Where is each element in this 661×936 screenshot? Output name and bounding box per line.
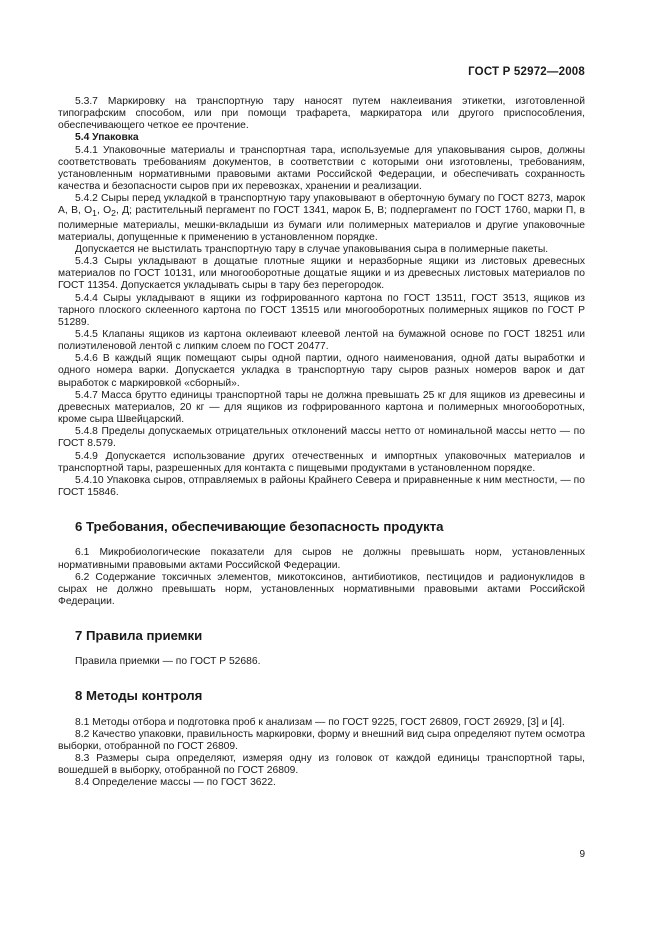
subscript: 2 xyxy=(111,208,116,219)
paragraph-8-2: 8.2 Качество упаковки, правильность маркировки, форму и внешний вид сыра определяют путем осмотра выборки, отобранной по ГОСТ 26809. xyxy=(58,728,585,752)
paragraph-5-4-1: 5.4.1 Упаковочные материалы и транспортная тара, используемые для упаковывания сыров, должны соответствовать требованиям документов, в соответствии с которыми они изготовлены, требованиям, установленным нормативными правовыми актами Российской Федерации, и обеспечивать сохранность качества и безопасности сыров при их перевозках, хранении и реализации. xyxy=(58,144,585,193)
paragraph-5-4-3: 5.4.3 Сыры укладывают в дощатые плотные ящики и неразборные ящики из листовых древесных материалов по ГОСТ 10131, или многооборотные дощатые ящики и из древесных листовых материалов по ГОСТ 11354. Допускается укладывать сыры в тару без перегородок. xyxy=(58,256,585,292)
page-number: 9 xyxy=(579,849,585,860)
paragraph-6-2: 6.2 Содержание токсичных элементов, микотоксинов, антибиотиков, пестицидов и радионуклидов в сырах не должно превышать норм, установленных нормативными правовыми актами Российской Федерации. xyxy=(58,571,585,607)
text-run: , О xyxy=(96,205,112,217)
paragraph-6-1: 6.1 Микробиологические показатели для сыров не должны превышать норм, установленных нормативными правовыми актами Российской Федерации. xyxy=(58,547,585,571)
subsection-heading-5-4: 5.4 Упаковка xyxy=(75,132,139,144)
section-heading-8: 8 Методы контроля xyxy=(75,688,203,704)
paragraph-8-3: 8.3 Размеры сыра определяют, измеряя одну из головок от каждой единицы транспортной тары, вошедшей в выборку, отобранной по ГОСТ 26809. xyxy=(58,753,585,777)
paragraph-5-4-10: 5.4.10 Упаковка сыров, отправляемых в районы Крайнего Севера и приравненные к ним местности, — по ГОСТ 15846. xyxy=(58,474,585,499)
paragraph-5-4-7: 5.4.7 Масса брутто единицы транспортной тары не должна превышать 25 кг для ящиков из древесины и древесных материалов, 20 кг — для ящиков из гофрированного картона и полимерных многооборотных, кроме сыра Швейцарский. xyxy=(58,389,585,426)
text-run: 5.4.2 Сыры перед укладкой в транспортную тару упаковывают в оберточную бумагу по ГОСТ 8273, марок А, В, О xyxy=(58,193,585,217)
section-heading-7: 7 Правила приемки xyxy=(75,628,203,644)
paragraph-5-4-6: 5.4.6 В каждый ящик помещают сыры одной партии, одного наименования, одной даты выработки и одного номера варки. Допускается укладка в транспортную тару сыров разных номеров варок и дат выработок с маркировкой «сборный». xyxy=(58,353,585,389)
paragraph-7: Правила приемки — по ГОСТ Р 52686. xyxy=(75,656,261,668)
spacer xyxy=(58,608,585,630)
paragraph-5-4-2-note: Допускается не выстилать транспортную тару в случае упаковывания сыра в полимерные пакеты. xyxy=(75,243,549,255)
paragraph-5-4-2 xyxy=(58,193,585,244)
spacer xyxy=(58,668,585,690)
paragraph-5-4-8: 5.4.8 Пределы допускаемых отрицательных отклонений массы нетто от номинальной массы нетто — по ГОСТ 8.579. xyxy=(58,426,585,450)
paragraph-5-4-4: 5.4.4 Сыры укладывают в ящики из гофрированного картона по ГОСТ 13511, ГОСТ 3513, ящиков из тарного плоского склеенного картона по ГОСТ 13515 или многооборотных полимерных ящиков по ГОСТ Р 51289. xyxy=(58,292,585,328)
document-id-header: ГОСТ Р 52972—2008 xyxy=(468,66,585,78)
spacer xyxy=(58,642,585,656)
paragraph-5-4-5: 5.4.5 Клапаны ящиков из картона оклеивают клеевой лентой на бумажной основе по ГОСТ 18251 или полиэтиленовой лентой с липким слоем по ГОСТ 20477. xyxy=(58,329,585,353)
spacer xyxy=(58,533,585,547)
paragraph-5-4-9: 5.4.9 Допускается использование других отечественных и импортных упаковочных материалов и транспортной тары, разрешенных для контакта с пищевыми продуктами в установленном порядке. xyxy=(58,450,585,474)
document-body xyxy=(58,96,585,790)
paragraph-5-3-7: 5.3.7 Маркировку на транспортную тару наносят путем наклеивания этикетки, изготовленной типографским способом, или при помощи трафарета, маркиратора или другого приспособления, обеспечивающего четкое ее прочтение. xyxy=(58,96,585,132)
section-heading-6: 6 Требования, обеспечивающие безопасность продукта xyxy=(75,519,444,535)
paragraph-8-4: 8.4 Определение массы — по ГОСТ 3622. xyxy=(75,777,276,789)
subscript: 1 xyxy=(92,208,97,219)
paragraph-8-1: 8.1 Методы отбора и подготовка проб к анализам — по ГОСТ 9225, ГОСТ 26809, ГОСТ 26929, [3] и [4]. xyxy=(75,716,565,728)
spacer xyxy=(58,499,585,521)
text-run: , Д; растительный пергамент по ГОСТ 1341, марок Б, В; подпергамент по ГОСТ 1760, марки П, в полимерные материалы, мешки-вкладыши из бумаги или полимерных материалов и другие упаковочные материалы, допущенные к применению в установленном порядке. xyxy=(58,205,585,243)
spacer xyxy=(58,703,585,717)
